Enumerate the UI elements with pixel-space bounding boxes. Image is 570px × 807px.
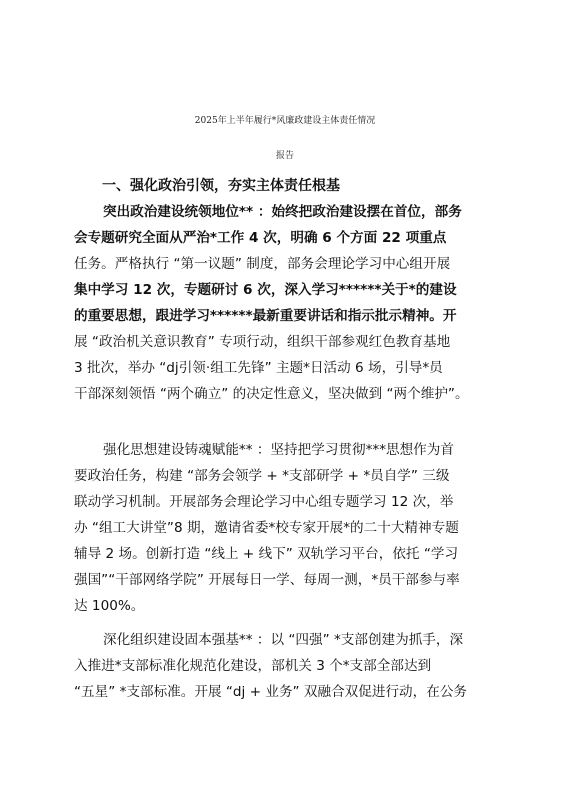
section1-heading: 一、强化政治引领，夯实主体责任根基	[102, 178, 340, 194]
paragraph-line: 办 “组工大讲堂”8 期，邀请省委*校专家开展*的二十大精神专题	[74, 520, 459, 536]
paragraph-line: 深化组织建设固本强基** ：以 “四强” *支部创建为抓手，深	[103, 632, 464, 648]
paragraph-line: 联动学习机制。开展部务会理论学习中心组专题学习 12 次，举	[74, 494, 454, 510]
paragraph-line: 展 “政治机关意识教育” 专项行动，组织干部参观红色教育基地	[74, 334, 451, 350]
paragraph-line: 干部深刻领悟 “两个确立” 的决定性意义，坚决做到 “两个维护”。	[74, 386, 469, 402]
paragraph-line: 的重要思想，跟进学习******最新重要讲话和指示批示精神。开	[74, 308, 457, 324]
paragraph-line: 突出政治建设统领地位** ：始终把政治建设摆在首位，部务	[103, 204, 462, 220]
paragraph-line: 3 批次，举办 “dj引领·组工先锋” 主题*日活动 6 场，引导*员	[74, 360, 443, 376]
paragraph-line: “五星” *支部标准。开展 “dj + 业务” 双融合双促进行动，在公务	[74, 684, 468, 700]
paragraph-line: 辅导 2 场。创新打造 “线上 + 线下” 双轨学习平台，依托 “学习	[74, 546, 459, 562]
document-title-line2: 报告	[275, 151, 294, 161]
document-title-line1: 2025年上半年履行*风廉政建设主体责任情况	[194, 116, 376, 126]
paragraph-line: 任务。严格执行 “第一议题” 制度，部务会理论学习中心组开展	[74, 256, 451, 272]
paragraph-line: 要政治任务，构建 “部务会领学 + *支部研学 + *员自学” 三级	[74, 468, 450, 484]
paragraph-line: 强化思想建设铸魂赋能** ：坚持把学习贯彻***思想作为首	[103, 442, 454, 458]
paragraph-line: 强国”“干部网络学院” 开展每日一学、每周一测，*员干部参与率	[74, 572, 460, 588]
paragraph-line: 达 100%。	[74, 598, 145, 614]
paragraph-line: 集中学习 12 次，专题研讨 6 次，深入学习******关于*的建设	[74, 282, 457, 298]
paragraph-line: 会专题研究全面从严治*工作 4 次，明确 6 个方面 22 项重点	[74, 230, 447, 246]
paragraph-line: 入推进*支部标准化规范化建设，部机关 3 个*支部全部达到	[74, 658, 432, 674]
